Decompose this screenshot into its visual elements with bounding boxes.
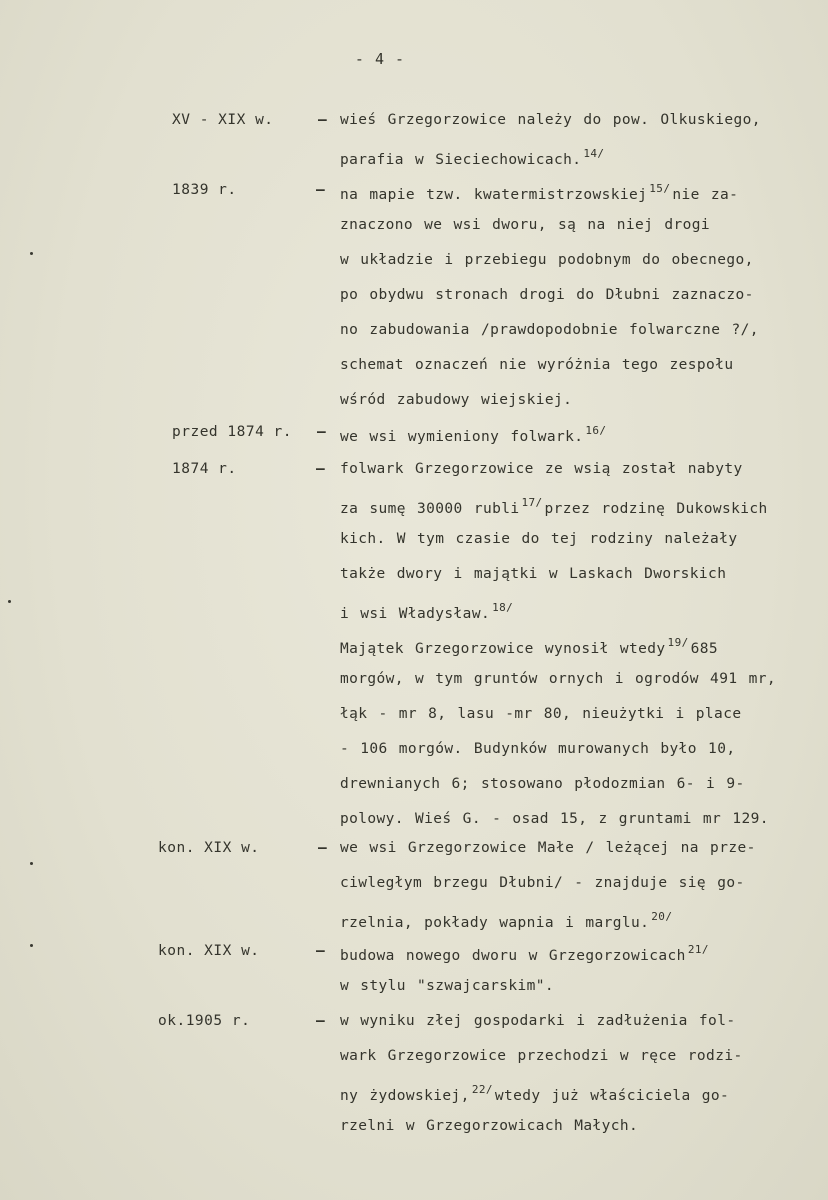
line-text-continuation: wtedy już właściciela go-	[494, 1088, 730, 1104]
entry-date: przed 1874 r.	[172, 424, 292, 440]
footnote-reference: 14/	[583, 147, 605, 160]
footnote-reference: 21/	[687, 943, 709, 956]
entry-date: 1874 r.	[172, 461, 237, 477]
line-text: we wsi wymieniony folwark.	[340, 429, 584, 445]
entry-text-line	[340, 811, 769, 827]
line-text: wśród zabudowy wiejskiej.	[340, 392, 573, 408]
entry-text-line	[340, 671, 776, 687]
line-text: drewnianych 6; stosowano płodozmian 6- i 9-	[340, 776, 745, 792]
line-text: Majątek Grzegorzowice wynosił wtedy	[340, 641, 666, 657]
footnote-reference: 16/	[585, 424, 607, 437]
footnote-reference: 20/	[651, 910, 673, 923]
line-text: w wyniku złej gospodarki i zadłużenia fol-	[340, 1013, 736, 1029]
line-text: łąk - mr 8, lasu -mr 80, nieużytki i place	[340, 706, 742, 722]
line-text: - 106 morgów. Budynków murowanych było 10,	[340, 741, 736, 757]
line-text: rzelni w Grzegorzowicach Małych.	[340, 1118, 639, 1134]
entry-text-line	[340, 875, 745, 891]
line-text: po obydwu stronach drogi do Dłubni zaznaczo-	[340, 287, 754, 303]
line-text: i wsi Władysław.	[340, 606, 491, 622]
entry-text-line	[340, 943, 711, 964]
entry-date: kon. XIX w.	[158, 840, 260, 856]
entry-text-line	[340, 741, 735, 757]
entry-text-line	[340, 287, 754, 303]
line-text: kich. W tym czasie do tej rodziny należały	[340, 531, 738, 547]
entry-text-line	[340, 217, 710, 233]
line-text: morgów, w tym gruntów ornych i ogrodów 491 mr,	[340, 671, 776, 687]
line-text: ny żydowskiej,	[340, 1088, 470, 1104]
footnote-reference: 22/	[471, 1083, 493, 1096]
entry-text-line	[340, 978, 554, 994]
binding-hole-mark	[8, 600, 11, 603]
entry-text-line	[340, 706, 741, 722]
entry-text-line	[340, 1048, 743, 1064]
entry-dash: –	[316, 1013, 325, 1029]
entry-text-line	[340, 112, 761, 128]
entry-text-line	[340, 910, 674, 931]
entry-dash: –	[316, 943, 325, 959]
entry-dash: –	[316, 461, 325, 477]
entry-text-line	[340, 1118, 638, 1134]
entry-date: 1839 r.	[172, 182, 237, 198]
entry-text-line	[340, 636, 718, 657]
line-text-continuation: 685	[690, 641, 719, 657]
line-text: no zabudowania /prawdopodobnie folwarczne ?/,	[340, 322, 759, 338]
line-text: także dwory i majątki w Laskach Dworskich	[340, 566, 727, 582]
footnote-reference: 18/	[492, 601, 514, 614]
entry-date: kon. XIX w.	[158, 943, 260, 959]
entry-dash: –	[318, 840, 327, 856]
line-text-continuation: przez rodzinę Dukowskich	[544, 501, 768, 517]
entry-text-line	[340, 392, 572, 408]
binding-hole-mark	[30, 252, 33, 255]
entry-dash: –	[316, 182, 325, 198]
line-text: wieś Grzegorzowice należy do pow. Olkuskiego,	[340, 112, 761, 128]
entry-text-line	[340, 531, 737, 547]
entry-dash: –	[318, 112, 327, 128]
line-text: w układzie i przebiegu podobnym do obecnego,	[340, 252, 754, 268]
entry-text-line	[340, 1083, 729, 1104]
entry-text-line	[340, 566, 726, 582]
line-text: rzelnia, pokłady wapnia i marglu.	[340, 915, 650, 931]
line-text-continuation: nie za-	[672, 187, 739, 203]
entry-text-line	[340, 147, 606, 168]
line-text: polowy. Wieś G. - osad 15, z gruntami mr 129.	[340, 811, 769, 827]
line-text: w stylu "szwajcarskim".	[340, 978, 554, 994]
footnote-reference: 17/	[521, 496, 543, 509]
line-text: za sumę 30000 rubli	[340, 501, 520, 517]
line-text: wark Grzegorzowice przechodzi w ręce rodzi-	[340, 1048, 743, 1064]
line-text: ciwległym brzegu Dłubni/ - znajduje się go-	[340, 875, 745, 891]
entry-text-line	[340, 776, 745, 792]
entry-text-line	[340, 601, 515, 622]
entry-dash: –	[317, 424, 326, 440]
footnote-reference: 15/	[649, 182, 671, 195]
binding-hole-mark	[30, 944, 33, 947]
entry-date: ok.1905 r.	[158, 1013, 251, 1029]
entry-text-line	[340, 461, 743, 477]
entry-text-line	[340, 424, 608, 445]
entry-text-line	[340, 182, 738, 203]
entry-date: XV - XIX w.	[172, 112, 274, 128]
entry-text-line	[340, 357, 733, 373]
binding-hole-mark	[30, 862, 33, 865]
page-number: - 4 -	[354, 50, 406, 68]
entry-text-line	[340, 840, 756, 856]
line-text: parafia w Sieciechowicach.	[340, 152, 582, 168]
line-text: we wsi Grzegorzowice Małe / leżącej na prze-	[340, 840, 756, 856]
line-text: schemat oznaczeń nie wyróżnia tego zespołu	[340, 357, 734, 373]
line-text: na mapie tzw. kwatermistrzowskiej	[340, 187, 648, 203]
entry-text-line	[340, 1013, 735, 1029]
entry-text-line	[340, 322, 759, 338]
entry-text-line	[340, 252, 754, 268]
line-text: znaczono we wsi dworu, są na niej drogi	[340, 217, 711, 233]
footnote-reference: 19/	[667, 636, 689, 649]
entry-text-line	[340, 496, 768, 517]
line-text: folwark Grzegorzowice ze wsią został nabyty	[340, 461, 743, 477]
line-text: budowa nowego dworu w Grzegorzowicach	[340, 948, 686, 964]
